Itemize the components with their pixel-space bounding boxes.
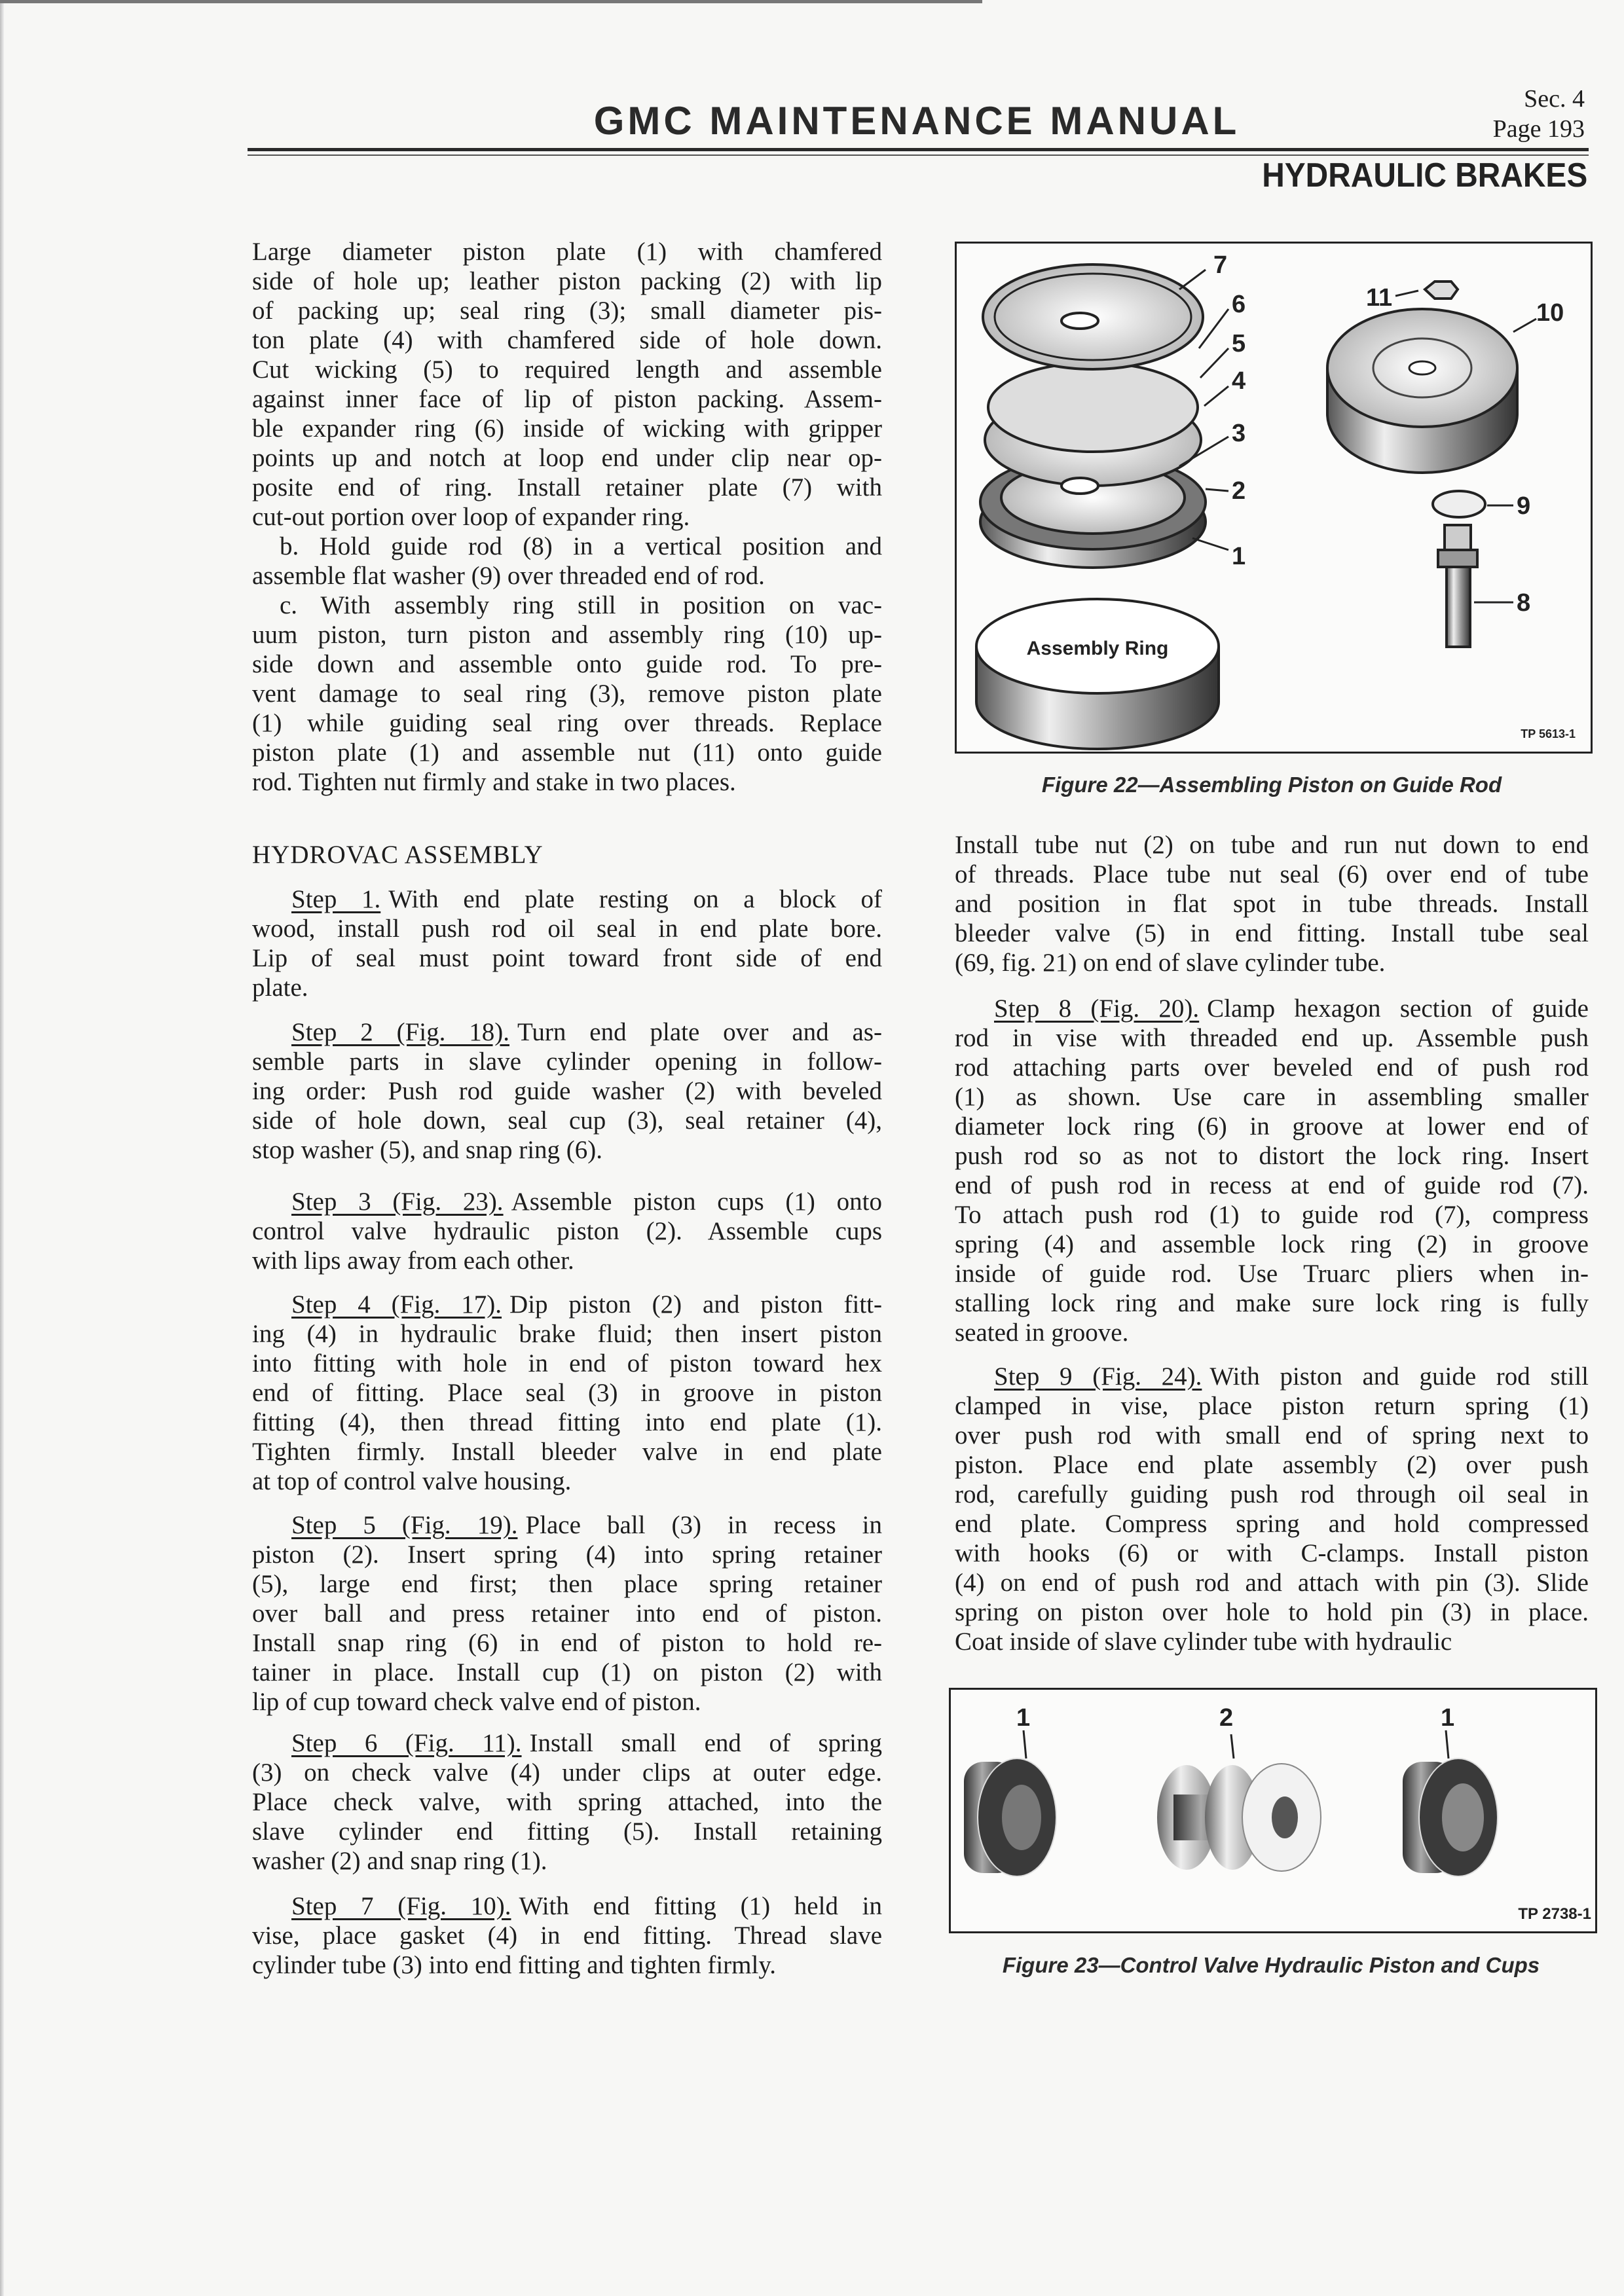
text-line [955, 1391, 1589, 1421]
vacuum-piston-10 [1327, 309, 1517, 473]
line-text: cylinder tube (3) into end fitting and tighten firmly. [252, 1951, 777, 1979]
line-text: With piston and guide rod still [1209, 1362, 1589, 1391]
line-text: vent damage to seal ring (3), remove piston plate [252, 680, 882, 708]
line-text: points up and notch at loop end under clip near op- [252, 444, 882, 472]
seal-hole [1061, 478, 1098, 494]
text-line [955, 1141, 1589, 1171]
text-line [252, 1216, 882, 1246]
step-label: Step 7 (Fig. 10). [291, 1892, 511, 1920]
line-text: uum piston, turn piston and assembly ring (10) up- [252, 621, 882, 649]
figure-22-caption: Figure 22—Assembling Piston on Guide Rod [1041, 773, 1502, 797]
text-line [252, 1569, 882, 1599]
text-line [252, 1728, 882, 1758]
line-text: Install snap ring (6) in end of piston to hold re- [252, 1629, 882, 1657]
line-text: Lip of seal must point toward front side of end [252, 944, 882, 972]
line-text: into fitting with hole in end of piston toward hex [252, 1349, 882, 1377]
line-text: ing order: Push rod guide washer (2) with beveled [252, 1077, 882, 1105]
line-text: Coat inside of slave cylinder tube with hydraulic [955, 1628, 1452, 1656]
text-line [252, 1187, 882, 1216]
line-text: b. Hold guide rod (8) in a vertical position and [280, 532, 882, 560]
nut-11 [1425, 282, 1458, 299]
line-text: rod in vise with threaded end up. Assemble push [955, 1024, 1589, 1052]
text-line [252, 1950, 882, 1980]
line-text: With end fitting (1) held in [519, 1892, 882, 1920]
text-line [955, 1627, 1589, 1656]
text-line [252, 1437, 882, 1467]
text-line [955, 1112, 1589, 1141]
text-line [252, 1817, 882, 1846]
callout-11: 11 [1366, 284, 1393, 312]
line-text: Install small end of spring [529, 1729, 882, 1757]
section-number: Sec. 4 [1524, 85, 1585, 113]
text-line [252, 325, 882, 355]
line-text: spring (4) and assemble lock ring (2) in groove [955, 1230, 1589, 1258]
line-text: Install tube nut (2) on tube and run nut down to end [955, 831, 1589, 859]
line-text: side of hole down, seal cup (3), seal retainer (4), [252, 1106, 882, 1135]
line-text: diameter lock ring (6) in groove at lower end of [955, 1112, 1589, 1140]
text-line [252, 473, 882, 502]
callout-1: 1 [1232, 543, 1246, 570]
text-line [955, 1421, 1589, 1450]
line-text: with hooks (6) or with C-clamps. Install piston [955, 1539, 1589, 1567]
step-7 [252, 1891, 882, 1980]
guide-rod-8 [1438, 525, 1477, 647]
line-text: tainer in place. Install cup (1) on piston (2) with [252, 1658, 882, 1686]
line-text: of threads. Place tube nut seal (6) over end of tube [955, 860, 1589, 888]
line-text: washer (2) and snap ring (1). [252, 1847, 547, 1875]
line-text: at top of control valve housing. [252, 1467, 572, 1495]
text-line [955, 1200, 1589, 1230]
text-line [252, 884, 882, 914]
line-text: ble expander ring (6) inside of wicking with gripper [252, 414, 882, 443]
line-text: Turn end plate over and as- [517, 1018, 883, 1046]
text-line [252, 1246, 882, 1275]
text-line [252, 1599, 882, 1628]
figure-23 [949, 1688, 1597, 1933]
step-label: Step 1. [291, 885, 381, 913]
line-text: with lips away from each other. [252, 1247, 574, 1275]
text-line [252, 1378, 882, 1408]
text-line [252, 237, 882, 266]
section-title: HYDRAULIC BRAKES [1261, 156, 1587, 194]
text-line [252, 1891, 882, 1921]
line-text: semble parts in slave cylinder opening in follow- [252, 1048, 882, 1076]
text-line [252, 1047, 882, 1076]
text-line [252, 1076, 882, 1106]
line-text: against inner face of lip of piston packing. Assem- [252, 385, 882, 413]
text-line [252, 1349, 882, 1378]
text-line [252, 414, 882, 443]
line-text: To attach push rod (1) to guide rod (7), compress [955, 1201, 1589, 1229]
figure-23-illustration [951, 1690, 1595, 1931]
step-label: Step 9 (Fig. 24). [994, 1362, 1202, 1391]
text-line [252, 502, 882, 532]
line-text: Tighten firmly. Install bleeder valve in end plate [252, 1438, 882, 1466]
text-line [252, 443, 882, 473]
text-line [252, 1787, 882, 1817]
line-text: plate. [252, 974, 308, 1002]
line-text: lip of cup toward check valve end of piston. [252, 1688, 701, 1716]
step-label: Step 8 (Fig. 20). [994, 994, 1200, 1023]
text-line [955, 1597, 1589, 1627]
text-line [955, 1259, 1589, 1288]
text-line [252, 266, 882, 296]
text-line [955, 860, 1589, 889]
hydrovac-assembly-heading: HYDROVAC ASSEMBLY [252, 841, 544, 869]
line-text: Dip piston (2) and piston fitt- [509, 1290, 882, 1319]
line-text: spring on piston over hole to hold pin (3) in place. [955, 1598, 1589, 1626]
figure-22 [955, 242, 1593, 754]
line-text: Cut wicking (5) to required length and assemble [252, 355, 882, 384]
flat-washer-9 [1433, 491, 1485, 517]
text-line [955, 1023, 1589, 1053]
piston-cup-right [1403, 1758, 1498, 1876]
callout-10: 10 [1536, 299, 1564, 327]
step-8 [955, 994, 1589, 1347]
line-text: (1) as shown. Use care in assembling smaller [955, 1083, 1589, 1111]
text-line [252, 649, 882, 679]
line-text: (69, fig. 21) on end of slave cylinder tube. [955, 949, 1386, 977]
text-line [955, 1082, 1589, 1112]
text-line [955, 1230, 1589, 1259]
step-label: Step 2 (Fig. 18). [291, 1018, 509, 1046]
assembly-ring [976, 599, 1219, 749]
text-line [252, 1408, 882, 1437]
text-line [955, 919, 1589, 948]
step-6 [252, 1728, 882, 1876]
line-text: inside of guide rod. Use Truarc pliers when in- [955, 1260, 1589, 1288]
text-line [955, 1450, 1589, 1480]
line-text: Clamp hexagon section of guide [1207, 994, 1589, 1023]
text-line [252, 532, 882, 561]
line-text: Assemble piston cups (1) onto [511, 1188, 882, 1216]
line-text: (4) on end of push rod and attach with pin (3). Slide [955, 1569, 1589, 1597]
line-text: piston plate (1) and assemble nut (11) onto guide [252, 738, 882, 767]
text-line [252, 1921, 882, 1950]
text-line [955, 830, 1589, 860]
text-line [955, 994, 1589, 1023]
line-text: bleeder valve (5) in end fitting. Install tube seal [955, 919, 1589, 947]
callout-9: 9 [1517, 492, 1531, 520]
line-text: posite end of ring. Install retainer plate (7) with [252, 473, 882, 501]
text-line [955, 1171, 1589, 1200]
figure-23-ref: TP 2738-1 [1518, 1905, 1591, 1923]
page-number: Page 193 [1492, 115, 1585, 143]
line-text: end of push rod in recess at end of guide rod (7). [955, 1171, 1589, 1199]
line-text: (1) while guiding seal ring over threads. Replace [252, 709, 882, 737]
text-line [955, 1362, 1589, 1391]
step-label: Step 6 (Fig. 11). [291, 1729, 522, 1757]
text-line [252, 1687, 882, 1717]
line-text: over ball and press retainer into end of piston. [252, 1599, 882, 1628]
piston-plate-4 [988, 363, 1198, 452]
line-text: rod. Tighten nut firmly and stake in two places. [252, 768, 736, 796]
line-text: cut-out portion over loop of expander ring. [252, 503, 690, 531]
callout-6: 6 [1232, 291, 1246, 318]
figure-23-caption: Figure 23—Control Valve Hydraulic Piston and Cups [1002, 1953, 1540, 1977]
line-text: assemble flat washer (9) over threaded end of rod. [252, 562, 765, 590]
callout-4: 4 [1232, 367, 1246, 395]
page-info [1493, 84, 1585, 144]
line-text: piston (2). Insert spring (4) into spring retainer [252, 1540, 882, 1569]
line-text: stalling lock ring and make sure lock ring is fully [955, 1289, 1589, 1317]
step-9 [955, 1362, 1589, 1656]
text-line [252, 1319, 882, 1349]
manual-title: GMC MAINTENANCE MANUAL [593, 99, 1240, 143]
tube-nut-text [955, 830, 1589, 977]
line-text: ton plate (4) with chamfered side of hole down. [252, 326, 882, 354]
line-text: of packing up; seal ring (3); small diameter pis- [252, 297, 882, 325]
line-text: Place check valve, with spring attached, into the [252, 1788, 882, 1816]
text-line [955, 1509, 1589, 1539]
callout-7: 7 [1213, 251, 1228, 279]
text-line [252, 708, 882, 738]
text-line [252, 1658, 882, 1687]
line-text: Large diameter piston plate (1) with chamfered [252, 238, 882, 266]
text-line [252, 1846, 882, 1876]
text-line [252, 1290, 882, 1319]
step-label: Step 3 (Fig. 23). [291, 1188, 504, 1216]
callout-1-right: 1 [1441, 1704, 1455, 1732]
text-line [955, 1318, 1589, 1347]
text-line [955, 1288, 1589, 1318]
text-line [252, 1628, 882, 1658]
text-line [252, 1017, 882, 1047]
line-text: end plate. Compress spring and hold compressed [955, 1510, 1589, 1538]
text-line [252, 591, 882, 620]
text-line [252, 1467, 882, 1496]
line-text: clamped in vise, place piston return spring (1) [955, 1392, 1589, 1420]
hydraulic-piston [1157, 1764, 1321, 1871]
text-line [252, 1758, 882, 1787]
text-line [252, 620, 882, 649]
text-line [955, 889, 1589, 919]
line-text: vise, place gasket (4) in end fitting. Thread slave [252, 1922, 882, 1950]
step-2 [252, 1017, 882, 1165]
line-text: (5), large end first; then place spring retainer [252, 1570, 882, 1598]
text-line [955, 1480, 1589, 1509]
text-line [955, 1053, 1589, 1082]
header-rule [248, 148, 1589, 151]
line-text: ing (4) in hydraulic brake fluid; then insert piston [252, 1320, 882, 1348]
callout-arrows [1024, 1730, 1449, 1758]
line-text: end of fitting. Place seal (3) in groove in piston [252, 1379, 882, 1407]
line-text: and position in flat spot in tube threads. Install [955, 890, 1589, 918]
text-line [252, 1106, 882, 1135]
line-text: rod attaching parts over beveled end of push rod [955, 1053, 1589, 1082]
line-text: fitting (4), then thread fitting into end plate (1). [252, 1408, 882, 1436]
text-line [252, 943, 882, 973]
callout-1-left: 1 [1016, 1704, 1031, 1732]
text-line [252, 738, 882, 767]
scan-top-edge [0, 0, 982, 3]
line-text: wood, install push rod oil seal in end plate bore. [252, 915, 882, 943]
assembly-ring-label: Assembly Ring [1026, 638, 1169, 659]
line-text: c. With assembly ring still in position on vac- [280, 591, 882, 619]
text-line [955, 948, 1589, 977]
callout-2: 2 [1232, 477, 1246, 505]
step-4 [252, 1290, 882, 1496]
text-line [252, 561, 882, 591]
line-text: With end plate resting on a block of [388, 885, 882, 913]
figure-22-ref: TP 5613-1 [1521, 727, 1576, 740]
step-label: Step 5 (Fig. 19). [291, 1511, 518, 1539]
text-line [955, 1568, 1589, 1597]
text-line [252, 384, 882, 414]
line-text: Place ball (3) in recess in [525, 1511, 882, 1539]
text-line [252, 355, 882, 384]
line-text: rod, carefully guiding push rod through oil seal in [955, 1480, 1589, 1508]
line-text: piston. Place end plate assembly (2) over push [955, 1451, 1589, 1479]
piston-stack [980, 264, 1206, 568]
scan-edge [0, 0, 4, 2296]
step-3 [252, 1187, 882, 1275]
line-text: side down and assemble onto guide rod. To pre- [252, 650, 882, 678]
text-line [252, 767, 882, 797]
step-label: Step 4 (Fig. 17). [291, 1290, 502, 1319]
line-text: over push rod with small end of spring next to [955, 1421, 1589, 1449]
text-line [252, 1510, 882, 1540]
piston-cup-left [964, 1758, 1056, 1876]
text-line [252, 296, 882, 325]
step-5 [252, 1510, 882, 1717]
figure-22-illustration [957, 244, 1591, 752]
callout-5: 5 [1232, 330, 1246, 357]
line-text: (3) on check valve (4) under clips at outer edge. [252, 1758, 882, 1787]
center-hole [1061, 313, 1098, 329]
line-text: slave cylinder end fitting (5). Install retaining [252, 1817, 882, 1846]
text-line [252, 973, 882, 1002]
callout-2: 2 [1219, 1704, 1234, 1732]
text-line [252, 1540, 882, 1569]
line-text: side of hole up; leather piston packing (2) with lip [252, 267, 882, 295]
text-line [252, 679, 882, 708]
line-text: seated in groove. [955, 1319, 1129, 1347]
line-text: control valve hydraulic piston (2). Assemble cups [252, 1217, 882, 1245]
text-line [955, 1539, 1589, 1568]
line-text: stop washer (5), and snap ring (6). [252, 1136, 603, 1164]
callout-8: 8 [1517, 589, 1531, 617]
text-line [252, 1135, 882, 1165]
intro-text [252, 237, 882, 797]
text-line [252, 914, 882, 943]
callout-3: 3 [1232, 420, 1246, 447]
step-1 [252, 884, 882, 1002]
line-text: push rod so as not to distort the lock ring. Insert [955, 1142, 1589, 1170]
